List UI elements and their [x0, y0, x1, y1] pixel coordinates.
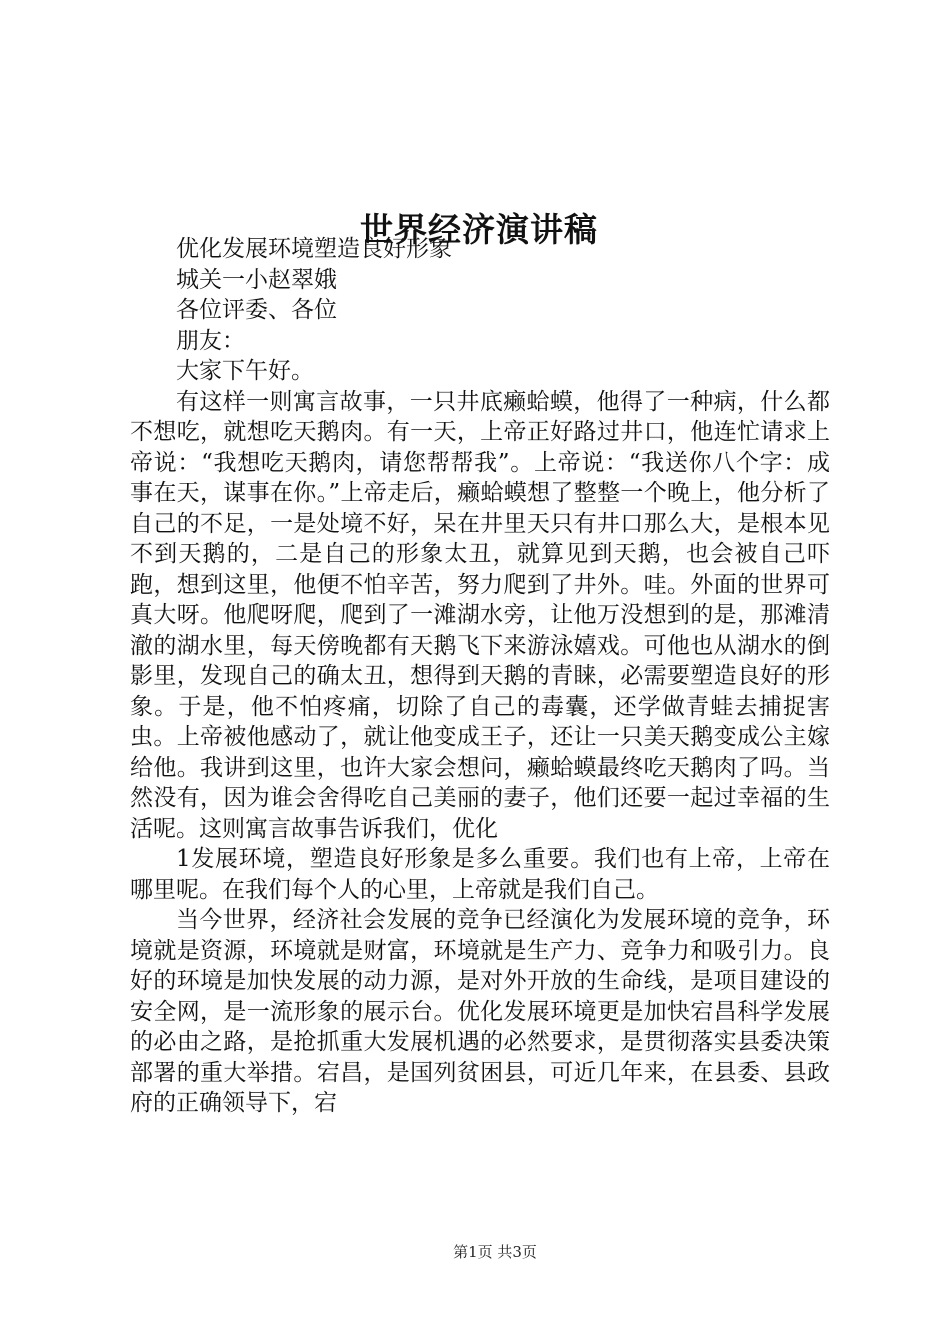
- body-paragraph-fable: 有这样一则寓言故事，一只井底癞蛤蟆，他得了一种病，什么都不想吃，就想吃天鹅肉。有一天，上帝正好路过井口，他连忙请求上帝说：“我想吃天鹅肉，请您帮帮我”。上帝说：“我送你八个字：成事在天，谋事在你。”上帝走后，癞蛤蟆想了整整一个晚上，他分析了自己的不足，一是处境不好，呆在井里天只有井口那么大，是根本见不到天鹅的，二是自己的形象太丑，就算见到天鹅，也会被自己吓跑，想到这里，他便不怕辛苦，努力爬到了井外。哇。外面的世界可真大呀。他爬呀爬，爬到了一滩湖水旁，让他万没想到的是，那滩清澈的湖水里，每天傍晚都有天鹅飞下来游泳嬉戏。可他也从湖水的倒影里，发现自己的确太丑，想得到天鹅的青睐，必需要塑造良好的形象。于是，他不怕疼痛，切除了自己的毒囊，还学做青蛙去捕捉害虫。上帝被他感动了，就让他变成王子，还让一只美天鹅变成公主嫁给他。我讲到这里，也许大家会想问，癞蛤蟆最终吃天鹅肉了吗。当然没有，因为谁会舍得吃自己美丽的妻子，他们还要一起过幸福的生活呢。这则寓言故事告诉我们，优化: [130, 388, 830, 842]
- subtitle-paragraph: 优化发展环境塑造良好形象: [176, 236, 452, 262]
- salutation-paragraph-2: 朋友：: [176, 327, 245, 354]
- body-paragraph-environment: 当今世界，经济社会发展的竞争已经演化为发展环境的竞争，环境就是资源，环境就是财富，环境就是生产力、竞争力和吸引力。良好的环境是加快发展的动力源，是对外开放的生命线，是项目建设的安全网，是一流形象的展示台。优化发展环境更是加快宕昌科学发展的必由之路，是抢抓重大发展机遇的必然要求，是贯彻落实县委决策部署的重大举措。宕昌，是国列贫困县，可近几年来，在县委、县政府的正确领导下，宕: [130, 907, 830, 1116]
- salutation-paragraph-1: 各位评委、各位: [176, 297, 337, 323]
- body-paragraph-moral: 1发展环境，塑造良好形象是多么重要。我们也有上帝，上帝在哪里呢。在我们每个人的心里，上帝就是我们自己。: [130, 846, 830, 903]
- author-paragraph: 城关一小赵翠娥: [176, 266, 337, 293]
- document-body: [130, 234, 830, 1119]
- page-footer: 第1页 共3页: [453, 1243, 537, 1261]
- document-title: 世界经济演讲稿: [360, 210, 598, 250]
- greeting-paragraph: 大家下午好。: [176, 358, 314, 384]
